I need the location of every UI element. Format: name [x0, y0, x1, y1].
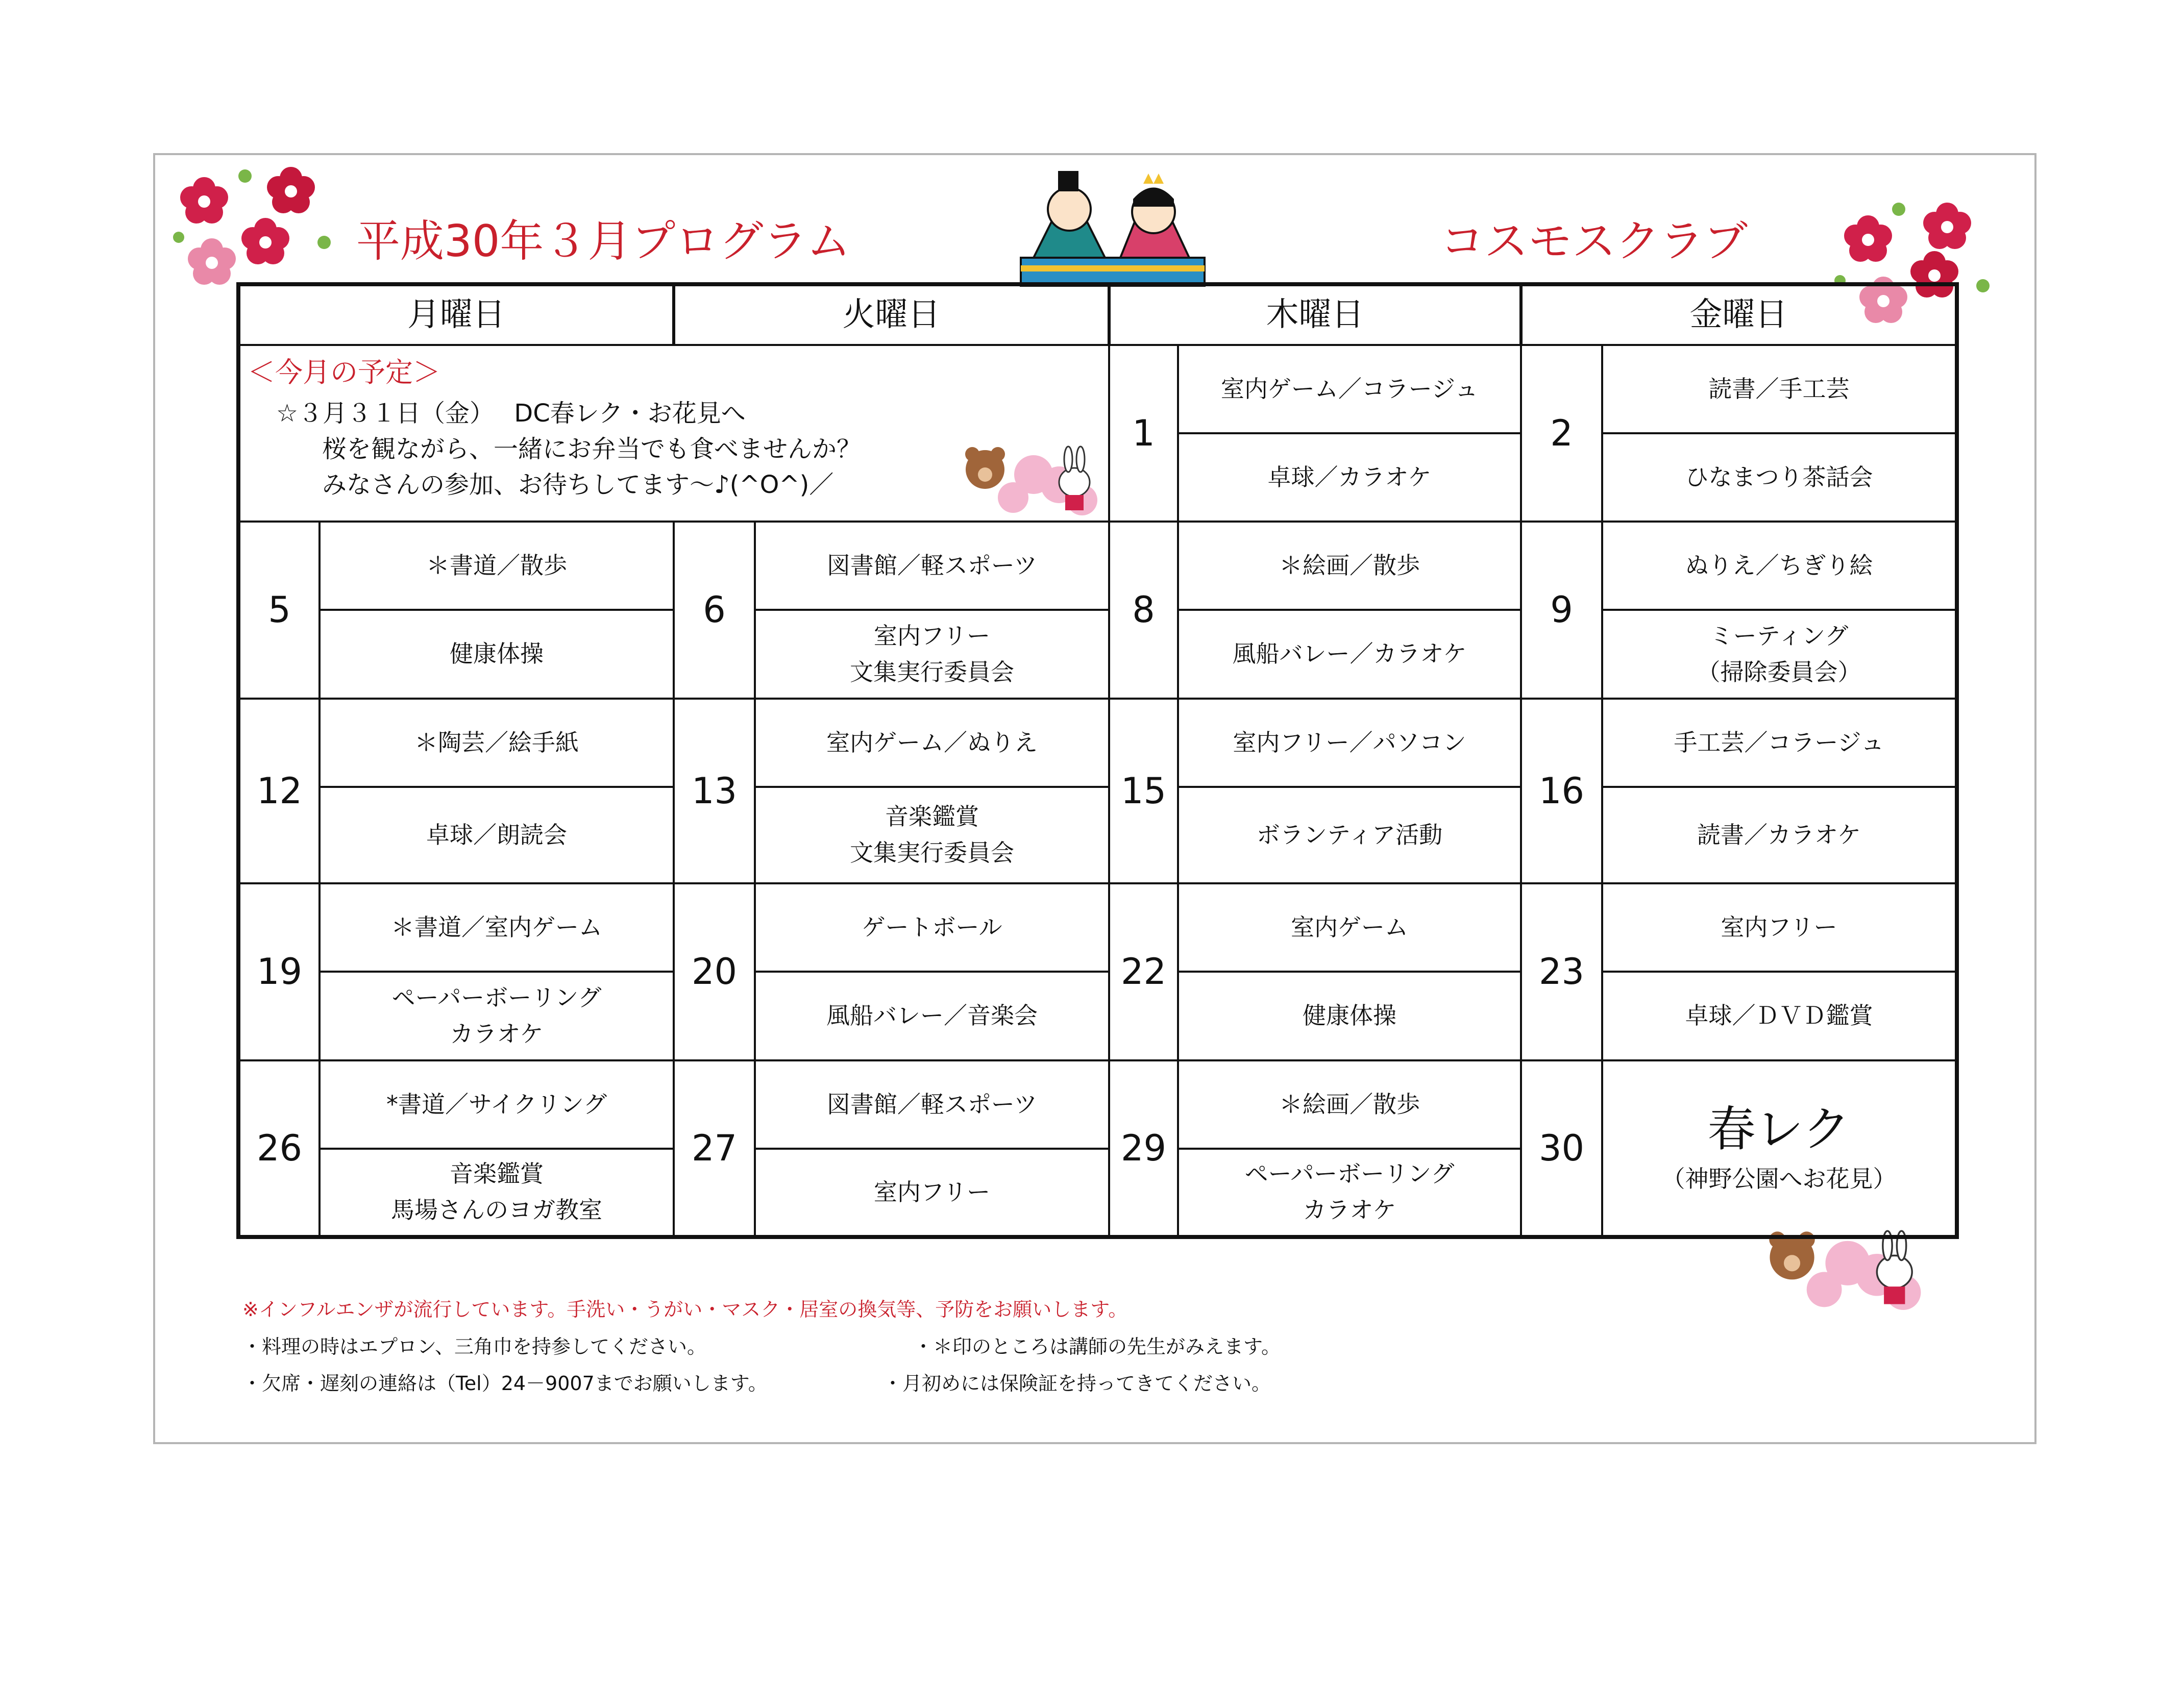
- day-number: 23: [1521, 883, 1602, 1060]
- activity-cell: 風船バレー／カラオケ: [1178, 610, 1521, 698]
- event-subtitle: （神野公園へお花見）: [1661, 1165, 1897, 1193]
- day-number: 5: [238, 522, 320, 698]
- activity-cell: 卓球／朗読会: [320, 787, 674, 883]
- activity-line: ペーパーボーリング: [1244, 1160, 1455, 1188]
- day-number: 29: [1109, 1060, 1178, 1237]
- activity-line: 音楽鑑賞: [885, 803, 979, 831]
- table-row: [238, 610, 1957, 698]
- activity-cell: [320, 1149, 674, 1237]
- page-title: 平成30年３月プログラム: [356, 216, 851, 267]
- activity-cell: 読書／カラオケ: [1602, 787, 1957, 883]
- notice-line: 桜を観ながら、一緒にお弁当でも食べませんか？: [322, 434, 862, 463]
- schedule-table: [236, 282, 1959, 1239]
- activity-line: 文集実行委員会: [850, 839, 1014, 867]
- activity-cell: 卓球／ＤＶＤ鑑賞: [1602, 972, 1957, 1060]
- day-number: 8: [1109, 522, 1178, 698]
- activity-cell: ぬりえ／ちぎり絵: [1602, 522, 1957, 610]
- table-row: [238, 522, 1957, 610]
- activity-cell: ＊絵画／散歩: [1178, 522, 1521, 610]
- activity-cell: [320, 972, 674, 1060]
- day-number: 30: [1521, 1060, 1602, 1237]
- weekday-friday: 金曜日: [1521, 284, 1957, 345]
- notice-line: ☆３月３１日（金） DC春レク・お花見へ: [276, 399, 746, 428]
- activity-cell: 健康体操: [320, 610, 674, 698]
- monthly-notice: [238, 345, 1109, 522]
- footer-note: ・欠席・遅刻の連絡は（Tel）24－9007までお願いします。: [242, 1372, 768, 1395]
- activity-line: カラオケ: [450, 1020, 544, 1048]
- activity-line: ミーティング: [1709, 622, 1849, 650]
- activity-line: 音楽鑑賞: [450, 1160, 544, 1188]
- activity-cell: ゲートボール: [755, 883, 1109, 972]
- weekday-tuesday: 火曜日: [674, 284, 1109, 345]
- table-row: [238, 787, 1957, 883]
- activity-cell: 室内ゲーム: [1178, 883, 1521, 972]
- activity-cell: 室内ゲーム／コラージュ: [1178, 345, 1521, 433]
- footer-note: ・料理の時はエプロン、三角巾を持参してください。: [242, 1335, 706, 1358]
- day-number: 19: [238, 883, 320, 1060]
- activity-cell: 読書／手工芸: [1602, 345, 1957, 433]
- activity-cell: 健康体操: [1178, 972, 1521, 1060]
- activity-line: ペーパーボーリング: [391, 983, 602, 1011]
- footer-note: ・月初めには保険証を持ってきてください。: [883, 1372, 1271, 1395]
- day-number: 9: [1521, 522, 1602, 698]
- day-number: 13: [674, 699, 755, 884]
- plum-blossom-icon: [168, 166, 337, 299]
- activity-cell: [755, 787, 1109, 883]
- activity-cell: ボランティア活動: [1178, 787, 1521, 883]
- table-row: [238, 345, 1957, 433]
- day-number: 20: [674, 883, 755, 1060]
- activity-cell: 室内フリー／パソコン: [1178, 699, 1521, 787]
- club-name: コスモスクラブ: [1440, 216, 1748, 267]
- notice-line: みなさんの参加、お待ちしてます～♪(^O^)／: [322, 470, 834, 499]
- day-number: 15: [1109, 699, 1178, 884]
- hina-dolls-icon: [1018, 156, 1207, 288]
- influenza-warning: ※インフルエンザが流行しています。手洗い・うがい・マスク・居室の換気等、予防をお願いします。: [242, 1298, 1128, 1321]
- day-number: 6: [674, 522, 755, 698]
- activity-cell: ＊書道／散歩: [320, 522, 674, 610]
- activity-cell: 卓球／カラオケ: [1178, 433, 1521, 522]
- weekday-header-row: [238, 284, 1957, 345]
- weekday-thursday: 木曜日: [1109, 284, 1521, 345]
- day-number: 12: [238, 699, 320, 884]
- activity-cell: 風船バレー／音楽会: [755, 972, 1109, 1060]
- day-number: 16: [1521, 699, 1602, 884]
- activity-cell: [1178, 1149, 1521, 1237]
- day-number: 1: [1109, 345, 1178, 522]
- activity-cell: ＊陶芸／絵手紙: [320, 699, 674, 787]
- event-title: 春レク: [1707, 1102, 1851, 1158]
- day-number: 26: [238, 1060, 320, 1237]
- activity-cell: ＊書道／室内ゲーム: [320, 883, 674, 972]
- activity-cell: 図書館／軽スポーツ: [755, 522, 1109, 610]
- weekday-monday: 月曜日: [238, 284, 674, 345]
- table-row: [238, 699, 1957, 787]
- activity-line: カラオケ: [1303, 1196, 1396, 1224]
- activity-cell: 室内フリー: [755, 1149, 1109, 1237]
- activity-line: （掃除委員会）: [1697, 658, 1861, 686]
- notice-heading: ＜今月の予定＞: [248, 356, 440, 388]
- activity-line: 馬場さんのヨガ教室: [391, 1196, 602, 1224]
- activity-line: 文集実行委員会: [850, 658, 1014, 686]
- table-row: [238, 972, 1957, 1060]
- activity-cell: 室内フリー: [1602, 883, 1957, 972]
- activity-cell: ＊絵画／散歩: [1178, 1060, 1521, 1149]
- day-number: 22: [1109, 883, 1178, 1060]
- activity-cell: [755, 610, 1109, 698]
- footer-note: ・＊印のところは講師の先生がみえます。: [914, 1335, 1281, 1358]
- activity-cell: *書道／サイクリング: [320, 1060, 674, 1149]
- day-number: 2: [1521, 345, 1602, 522]
- activity-cell: 手工芸／コラージュ: [1602, 699, 1957, 787]
- spring-event-cell: [1602, 1060, 1957, 1237]
- table-row: [238, 883, 1957, 972]
- day-number: 27: [674, 1060, 755, 1237]
- activity-line: 室内フリー: [873, 622, 991, 650]
- activity-cell: 室内ゲーム／ぬりえ: [755, 699, 1109, 787]
- activity-cell: [1602, 610, 1957, 698]
- activity-cell: 図書館／軽スポーツ: [755, 1060, 1109, 1149]
- activity-cell: ひなまつり茶話会: [1602, 433, 1957, 522]
- table-row: [238, 1060, 1957, 1149]
